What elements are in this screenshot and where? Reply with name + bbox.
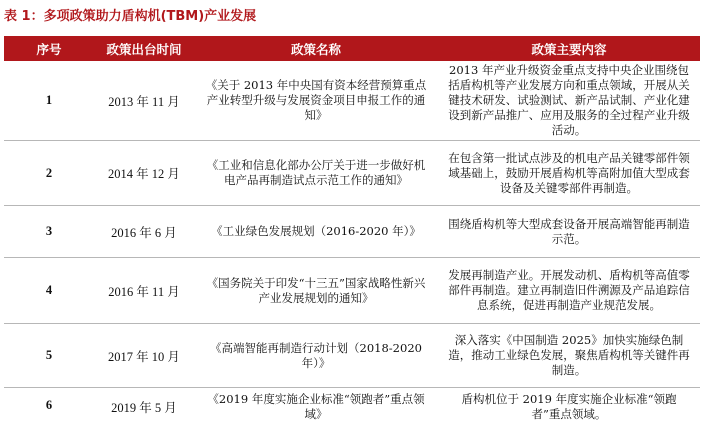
table-row bbox=[4, 141, 700, 206]
row-policy-name: 《关于 2013 年中央国有资本经营预算重点产业转型升级与发展资金项目申报工作的通知》 bbox=[205, 78, 427, 122]
header-policy-name: 政策名称 bbox=[290, 41, 341, 57]
policy-table bbox=[4, 36, 700, 428]
row-policy-content: 盾构机位于 2019 年度实施企业标准“领跑者”重点领域。 bbox=[461, 392, 677, 421]
row-policy-name: 《工业和信息化部办公厅关于进一步做好机电产品再制造试点示范工作的通知》 bbox=[206, 158, 426, 187]
row-date: 2016 年 11 月 bbox=[108, 284, 180, 299]
table-header-row bbox=[4, 36, 700, 61]
row-index: 2 bbox=[45, 165, 53, 180]
row-index: 4 bbox=[45, 283, 53, 297]
row-policy-content: 发展再制造产业。开展发动机、盾构机等高值零部件再制造。建立再制造旧件溯源及产品追踪信息系统，促进再制造产业规范发展。 bbox=[448, 268, 690, 312]
header-index: 序号 bbox=[36, 41, 62, 57]
row-policy-name: 《高端智能再制造行动计划（2018-2020 年）》 bbox=[210, 340, 422, 370]
row-index: 6 bbox=[45, 398, 53, 412]
table-row bbox=[4, 258, 700, 324]
row-date: 2016 年 6 月 bbox=[111, 225, 177, 240]
table-title: 表 1：多项政策助力盾构机(TBM)产业发展 bbox=[4, 9, 257, 24]
table-row bbox=[4, 324, 700, 388]
row-policy-content: 2013 年产业升级资金重点支持中央企业围绕包括盾构机等产业发展方向和重点领域，开展从关键技术研发、试验测试、新产品试制、产业化建设到新产品推广、应用及服务的全过程产业升级活动。 bbox=[448, 63, 690, 137]
table-row bbox=[4, 388, 700, 428]
row-index: 3 bbox=[45, 224, 53, 238]
table-row bbox=[4, 61, 700, 141]
row-index: 5 bbox=[45, 348, 53, 362]
row-index: 1 bbox=[45, 93, 53, 107]
row-policy-name: 《2019 年度实施企业标准“领跑者”重点领域》 bbox=[207, 392, 425, 421]
row-date: 2019 年 5 月 bbox=[111, 401, 177, 415]
row-date: 2013 年 11 月 bbox=[108, 94, 180, 109]
row-date: 2014 年 12 月 bbox=[108, 167, 180, 181]
header-date: 政策出台时间 bbox=[106, 41, 182, 57]
row-policy-name: 《工业绿色发展规划（2016-2020 年）》 bbox=[211, 224, 421, 238]
row-policy-name: 《国务院关于印发“十三五”国家战略性新兴产业发展规划的通知》 bbox=[206, 275, 426, 305]
header-policy-content: 政策主要内容 bbox=[531, 41, 607, 57]
row-policy-content: 在包含第一批试点涉及的机电产品关键零部件领域基础上，鼓励开展盾构机等高附加值大型成套设备及关键零部件再制造。 bbox=[448, 150, 690, 195]
row-date: 2017 年 10 月 bbox=[108, 349, 180, 364]
row-policy-content: 深入落实《中国制造 2025》加快实施绿色制造，推动工业绿色发展，聚焦盾构机等关键件再制造。 bbox=[448, 333, 690, 377]
row-policy-content: 围绕盾构机等大型成套设备开展高端智能再制造示范。 bbox=[448, 216, 690, 246]
table-row bbox=[4, 206, 700, 258]
